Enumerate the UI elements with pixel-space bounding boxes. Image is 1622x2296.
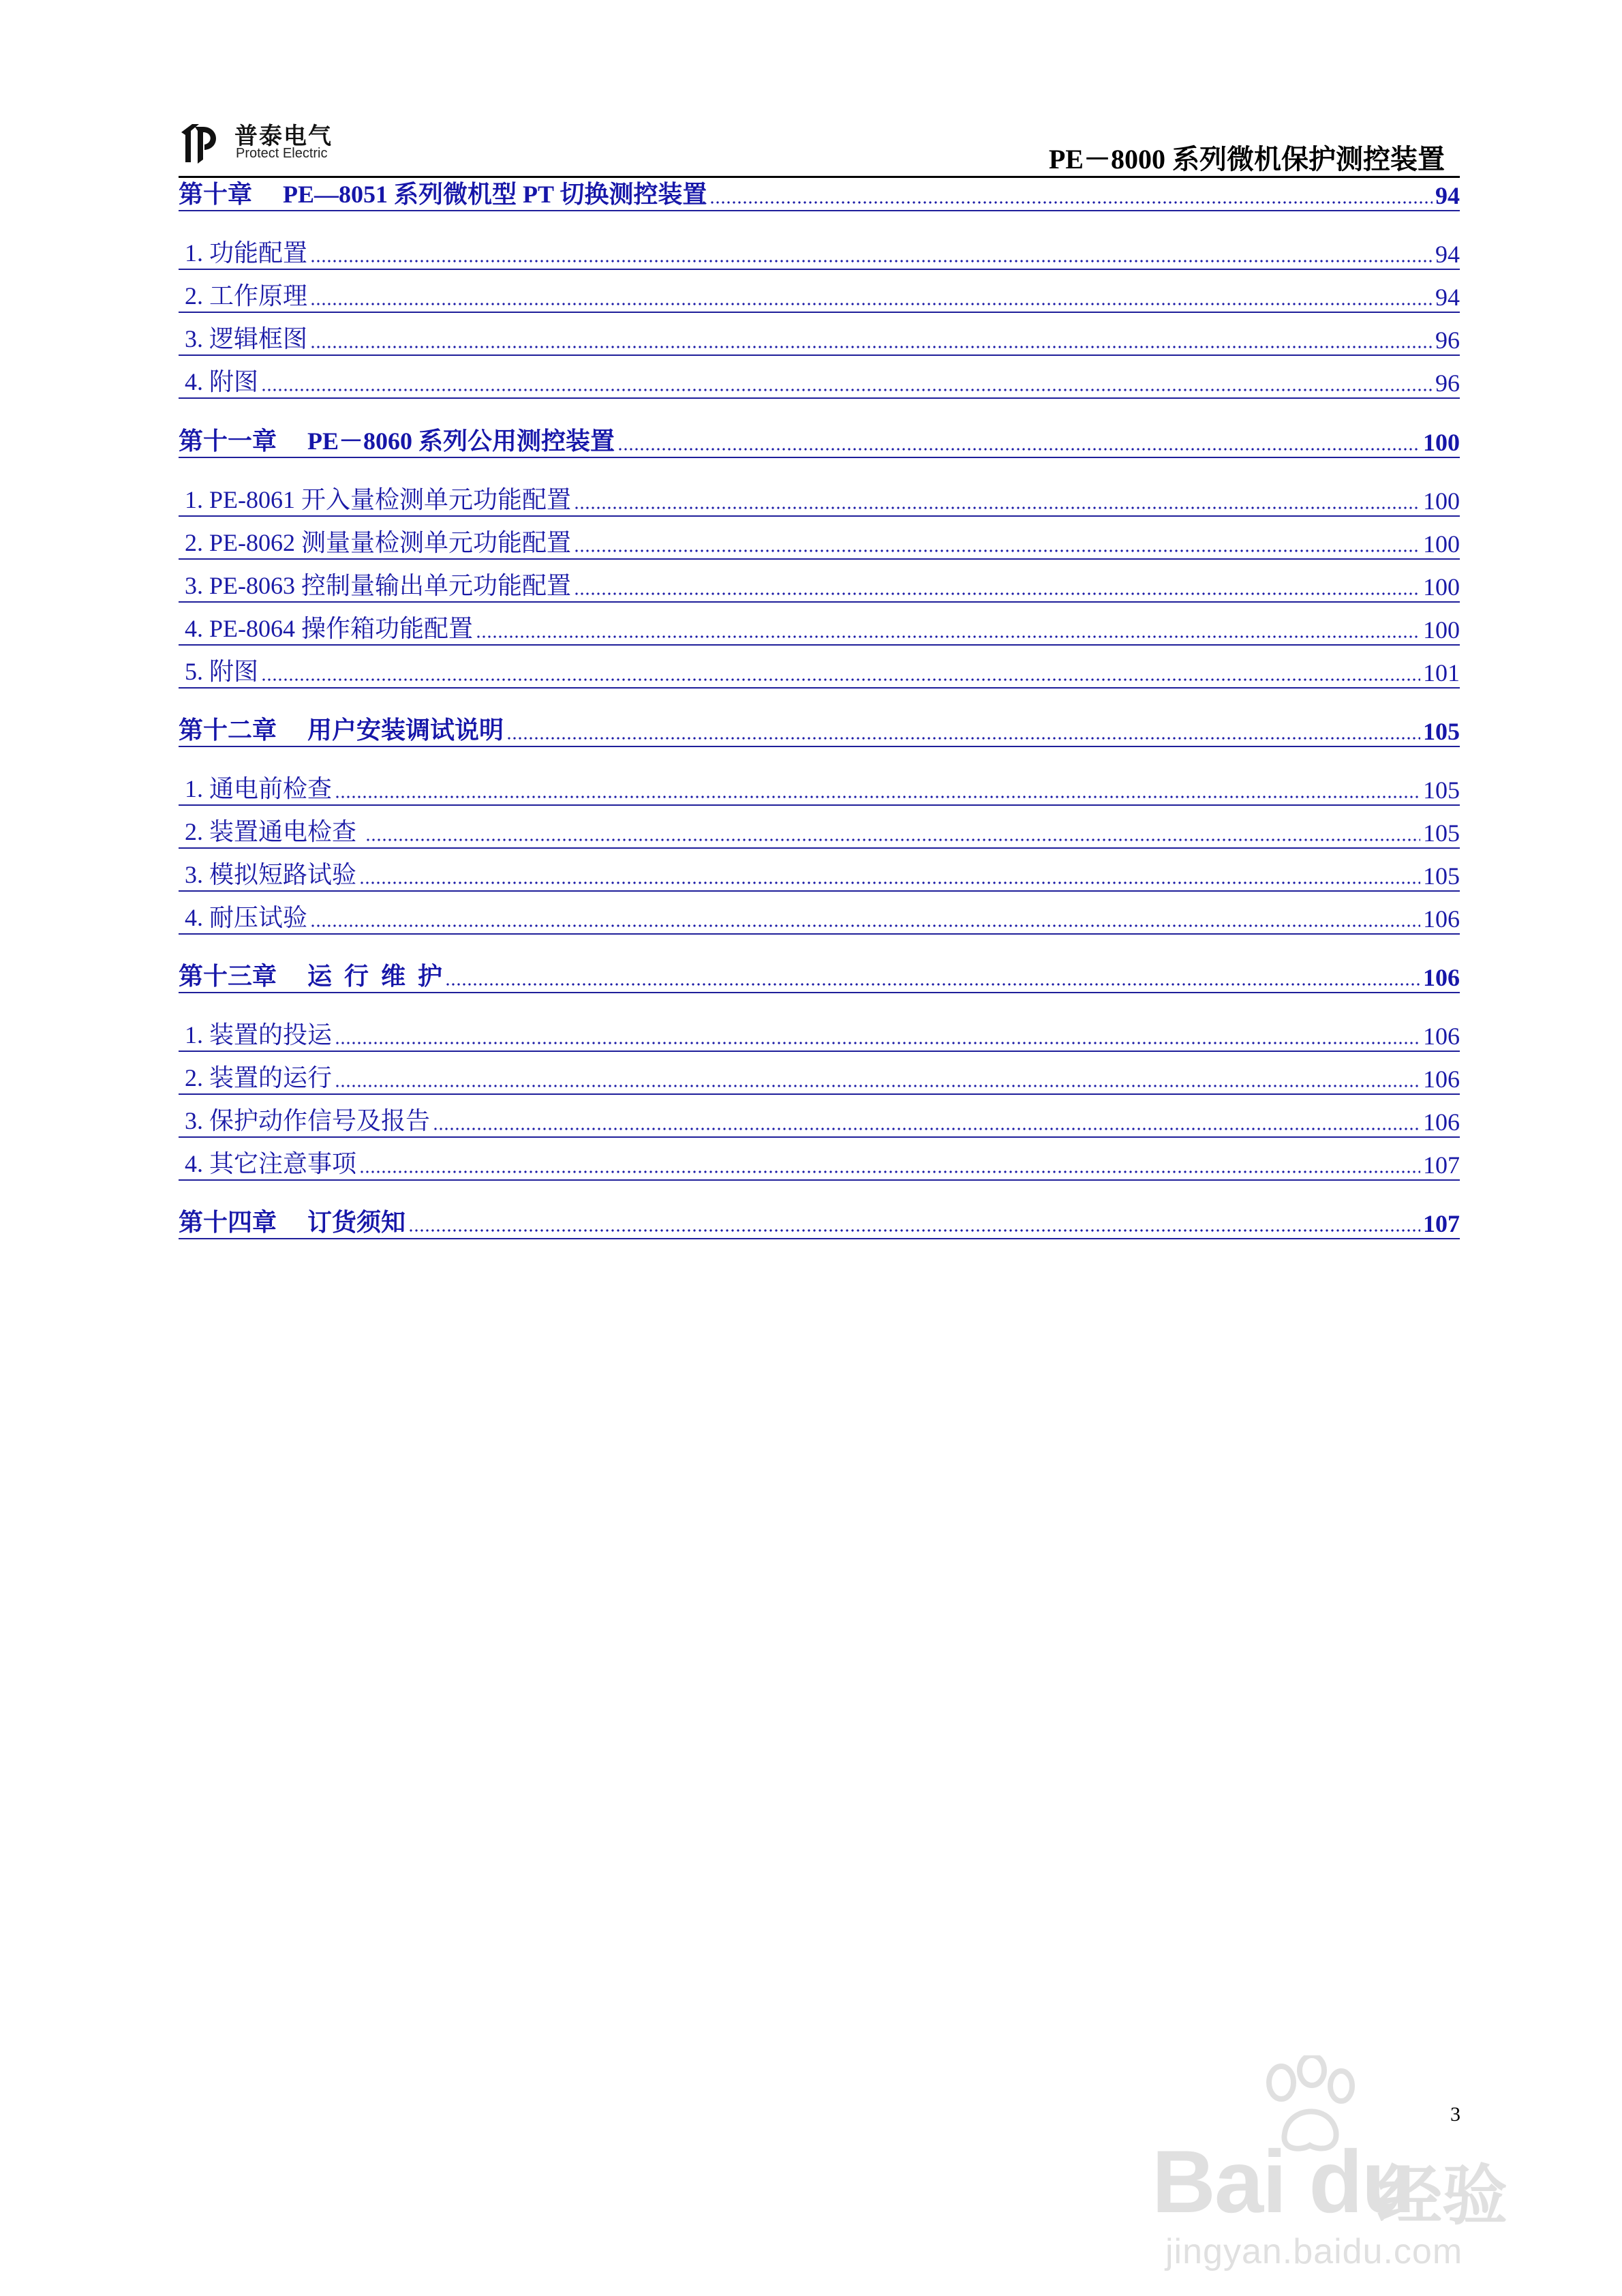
toc-page-number: 105 <box>1423 819 1460 847</box>
toc-section[interactable] <box>179 816 1460 849</box>
toc-section[interactable] <box>179 570 1460 603</box>
toc-entry-label: 2. 装置的运行 <box>179 1064 333 1091</box>
toc-page-number: 94 <box>1435 182 1460 209</box>
page-header <box>179 109 1460 177</box>
toc-section[interactable] <box>179 527 1460 560</box>
dot-leader <box>445 966 1420 986</box>
watermark-brand: Bai du <box>1152 2132 1415 2231</box>
toc-section[interactable] <box>179 366 1460 399</box>
toc-page-number: 106 <box>1423 964 1460 991</box>
toc-page-number: 100 <box>1423 616 1460 644</box>
toc-chapter-11[interactable] <box>179 425 1460 458</box>
toc-page-number: 100 <box>1423 530 1460 558</box>
toc-entry-label: 第十四章 订货须知 <box>179 1209 406 1236</box>
toc-page-number: 96 <box>1435 369 1460 397</box>
toc-entry-label: 1. 功能配置 <box>179 239 308 267</box>
toc-entry-label: 3. 保护动作信号及报告 <box>179 1107 431 1134</box>
toc-page-number: 105 <box>1423 718 1460 745</box>
toc-chapter-12[interactable] <box>179 714 1460 747</box>
toc-page-number: 106 <box>1423 1023 1460 1050</box>
toc-entry-label: 第十一章 PE－8060 系列公用测控装置 <box>179 427 615 455</box>
dot-leader <box>617 431 1420 451</box>
company-logo <box>179 116 383 170</box>
toc-section[interactable] <box>179 280 1460 313</box>
toc-entry-label: 第十三章 运 行 维 护 <box>179 963 443 990</box>
toc-entry-label: 3. 逻辑框图 <box>179 325 308 352</box>
dot-leader <box>574 489 1420 510</box>
logo-chinese-name: 普泰电气 <box>234 123 333 150</box>
logo-english-name: Protect Electric <box>236 146 328 161</box>
dot-leader <box>261 372 1433 392</box>
dot-leader <box>359 864 1420 885</box>
toc-entry-label: 2. PE-8062 测量量检测单元功能配置 <box>179 529 572 556</box>
baidu-jingyan-watermark <box>1152 2055 1533 2274</box>
dot-leader <box>574 575 1420 596</box>
page-number: 3 <box>1450 2103 1460 2126</box>
toc-page-number: 107 <box>1423 1151 1460 1179</box>
dot-leader <box>433 1111 1420 1131</box>
dot-leader <box>261 661 1420 682</box>
toc-section[interactable] <box>179 773 1460 806</box>
toc-section[interactable] <box>179 613 1460 646</box>
toc-section[interactable] <box>179 859 1460 892</box>
toc-entry-label: 1. 装置的投运 <box>179 1021 333 1048</box>
toc-page-number: 100 <box>1423 487 1460 515</box>
toc-entry-label: 2. 装置通电检查 <box>179 818 363 845</box>
dot-leader <box>310 907 1420 928</box>
toc-entry-label: 第十二章 用户安装调试说明 <box>179 716 504 744</box>
toc-page-number: 105 <box>1423 862 1460 890</box>
logo-mark-icon <box>179 120 226 168</box>
toc-page-number: 106 <box>1423 905 1460 933</box>
toc-page-number: 94 <box>1435 241 1460 268</box>
toc-section[interactable] <box>179 323 1460 356</box>
dot-leader <box>310 243 1433 263</box>
toc-chapter-10[interactable] <box>179 179 1460 211</box>
toc-section[interactable] <box>179 656 1460 689</box>
toc-page-number: 96 <box>1435 327 1460 354</box>
toc-chapter-13[interactable] <box>179 961 1460 993</box>
toc-section[interactable] <box>179 237 1460 270</box>
dot-leader <box>408 1212 1420 1233</box>
toc-entry-label: 1. 通电前检查 <box>179 775 333 802</box>
toc-section[interactable] <box>179 1062 1460 1095</box>
toc-section[interactable] <box>179 484 1460 517</box>
toc-page-number: 101 <box>1423 659 1460 686</box>
toc-entry-label: 第十章 PE—8051 系列微机型 PT 切换测控装置 <box>179 181 707 208</box>
toc-section[interactable] <box>179 1148 1460 1181</box>
toc-page-number: 100 <box>1423 429 1460 456</box>
dot-leader <box>365 821 1420 842</box>
dot-leader <box>709 184 1433 205</box>
toc-page-number: 94 <box>1435 284 1460 311</box>
toc-entry-label: 3. 模拟短路试验 <box>179 861 357 888</box>
toc-entry-label: 4. 附图 <box>179 368 259 395</box>
toc-page-number: 105 <box>1423 776 1460 804</box>
dot-leader <box>310 329 1433 349</box>
toc-entry-label: 4. 耐压试验 <box>179 904 308 931</box>
toc-section[interactable] <box>179 1019 1460 1052</box>
watermark-url: jingyan.baidu.com <box>1165 2232 1463 2271</box>
toc-chapter-14[interactable] <box>179 1207 1460 1239</box>
toc-page-number: 106 <box>1423 1066 1460 1093</box>
toc-entry-label: 1. PE-8061 开入量检测单元功能配置 <box>179 486 572 513</box>
toc-page-number: 100 <box>1423 573 1460 601</box>
dot-leader <box>310 286 1433 306</box>
dot-leader <box>335 1068 1420 1088</box>
toc-page-number: 106 <box>1423 1108 1460 1136</box>
dot-leader <box>335 779 1420 799</box>
dot-leader <box>574 532 1420 553</box>
dot-leader <box>506 720 1420 740</box>
toc-page-number: 107 <box>1423 1210 1460 1237</box>
toc-section[interactable] <box>179 902 1460 935</box>
toc-entry-label: 3. PE-8063 控制量输出单元功能配置 <box>179 572 572 599</box>
toc-entry-label: 2. 工作原理 <box>179 282 308 309</box>
toc-section[interactable] <box>179 1105 1460 1138</box>
dot-leader <box>476 618 1420 639</box>
toc-entry-label: 4. 其它注意事项 <box>179 1150 357 1177</box>
document-title: PE－8000 系列微机保护测控装置 <box>1048 144 1445 175</box>
dot-leader <box>359 1153 1420 1174</box>
watermark-jingyan: 经验 <box>1377 2158 1508 2234</box>
toc-entry-label: 4. PE-8064 操作箱功能配置 <box>179 615 474 642</box>
dot-leader <box>335 1025 1420 1045</box>
toc-entry-label: 5. 附图 <box>179 658 259 685</box>
